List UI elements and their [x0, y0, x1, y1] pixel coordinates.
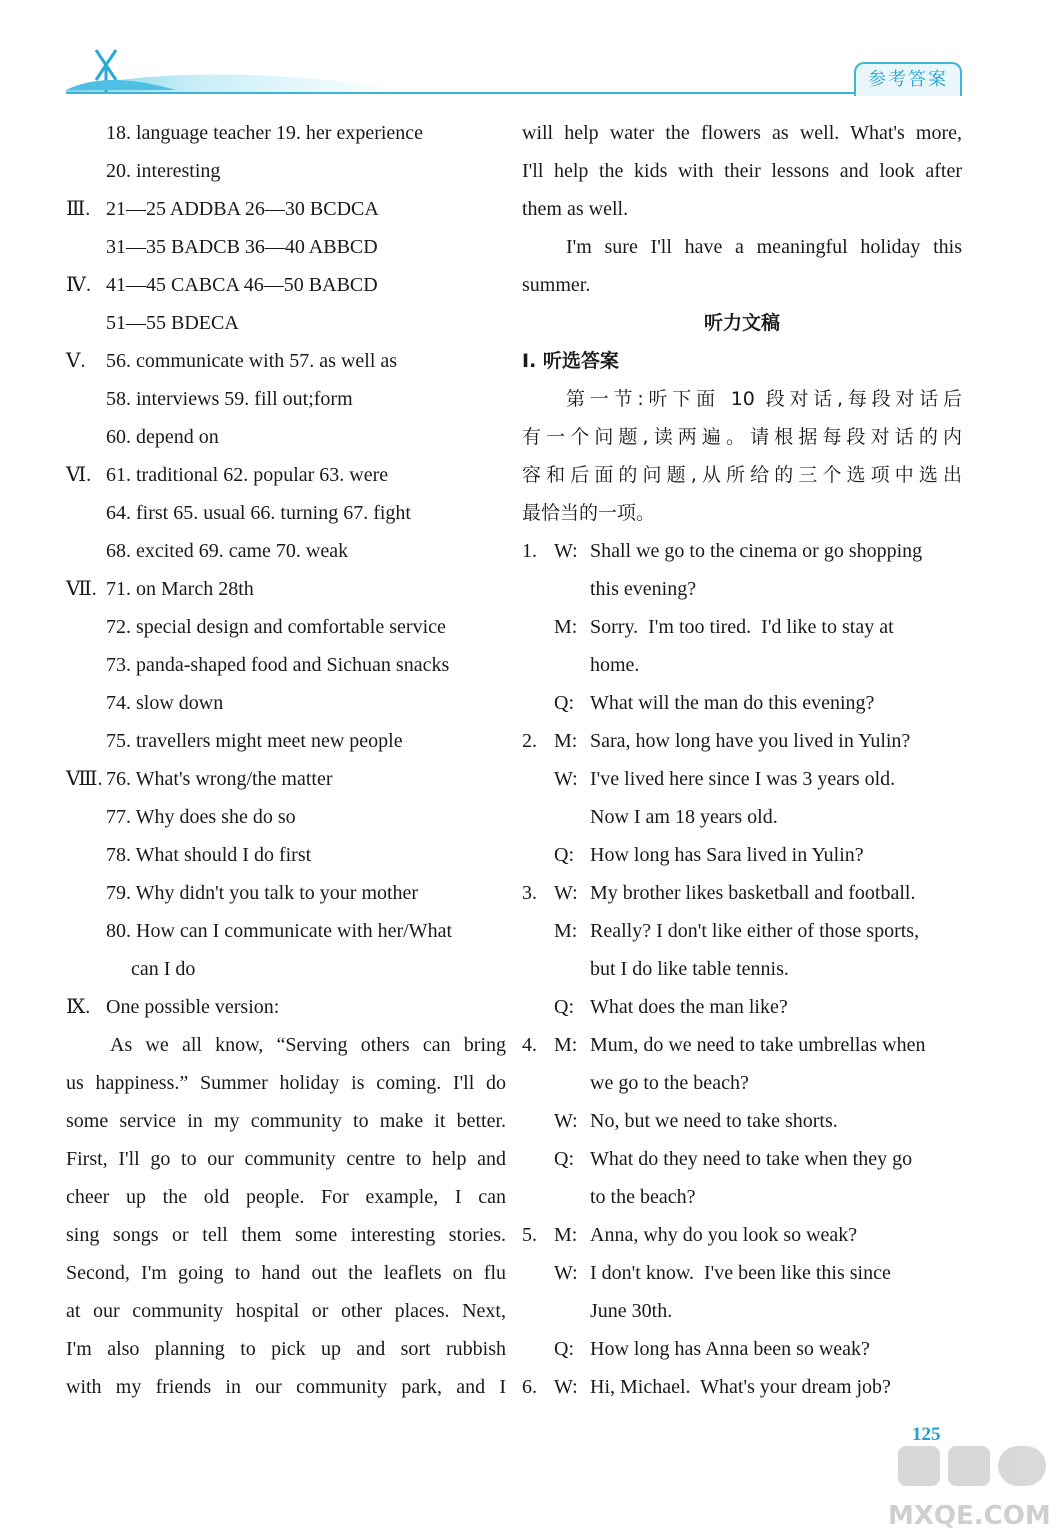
answer-line: 74. slow down — [106, 692, 224, 714]
section-4 — [66, 266, 506, 304]
dialog-text: I don't know. I've been like this since — [590, 1262, 891, 1284]
speaker-label: M: — [554, 1034, 578, 1056]
answer-line: 56. communicate with 57. as well as — [106, 350, 398, 372]
listening-section-title: Ⅰ. 听选答案 — [522, 350, 619, 372]
speaker-label: W: — [554, 1110, 578, 1132]
speaker-label: Q: — [554, 1338, 574, 1360]
dialog-line — [522, 1064, 962, 1102]
header-decoration — [66, 60, 946, 96]
essay-line: them as well. — [522, 198, 629, 220]
dialog-text: I've lived here since I was 3 years old. — [590, 768, 896, 790]
right-column — [522, 114, 962, 1406]
speaker-label: M: — [554, 920, 578, 942]
section-number: Ⅸ. — [66, 996, 91, 1018]
dialog-line — [522, 1026, 962, 1064]
section-tab: 参考答案 — [854, 62, 962, 96]
dialog-text: My brother likes basketball and football. — [590, 882, 916, 904]
answer-line: 77. Why does she do so — [106, 806, 296, 828]
dialog-number: 4. — [522, 1034, 537, 1056]
answer-line: 72. special design and comfortable service — [106, 616, 446, 638]
speaker-label: W: — [554, 882, 578, 904]
dialog-text: How long has Anna been so weak? — [590, 1338, 870, 1360]
dialog-text: this evening? — [590, 578, 697, 600]
speaker-label: Q: — [554, 692, 574, 714]
dialog-line — [522, 1292, 962, 1330]
dialog-text: Really? I don't like either of those sports, — [590, 920, 920, 942]
essay-line: summer. — [522, 274, 591, 296]
answer-line: 75. travellers might meet new people — [106, 730, 403, 752]
essay-line: at our community hospital or other places. Next, — [66, 1300, 506, 1322]
dialog-number: 5. — [522, 1224, 537, 1246]
instruction-line: 有一个问题,读两遍。请根据每段对话的内 — [522, 426, 962, 448]
essay-heading: One possible version: — [106, 996, 280, 1018]
dialog-line — [522, 608, 962, 646]
dialog-line — [522, 646, 962, 684]
dialog-line — [522, 722, 962, 760]
dialog-text: What will the man do this evening? — [590, 692, 875, 714]
dialog-line — [522, 684, 962, 722]
dialog-text: to the beach? — [590, 1186, 696, 1208]
dialog-text: Mum, do we need to take umbrellas when — [590, 1034, 926, 1056]
dialog-text: but I do like table tennis. — [590, 958, 789, 980]
dialog-text: What do they need to take when they go — [590, 1148, 913, 1170]
essay-line: us happiness.” Summer holiday is coming. I'll do — [66, 1072, 506, 1094]
dialog-text: No, but we need to take shorts. — [590, 1110, 838, 1132]
instruction-line: 容和后面的问题,从所给的三个选项中选出 — [522, 464, 962, 486]
dialog-number: 1. — [522, 540, 537, 562]
dialog-line — [522, 570, 962, 608]
section-number: Ⅴ. — [66, 350, 86, 372]
instruction-line: 最恰当的一项。 — [522, 502, 656, 524]
dialog-line — [522, 760, 962, 798]
dialog-line — [522, 1330, 962, 1368]
answer-line: 78. What should I do first — [106, 844, 312, 866]
speaker-label: Q: — [554, 1148, 574, 1170]
dialog-line — [522, 874, 962, 912]
dialog-line — [522, 988, 962, 1026]
dialog-text: How long has Sara lived in Yulin? — [590, 844, 864, 866]
section-number: Ⅷ. — [66, 768, 103, 790]
dialog-text: Hi, Michael. What's your dream job? — [590, 1376, 891, 1398]
listening-title: 听力文稿 — [703, 312, 780, 334]
section-number: Ⅳ. — [66, 274, 91, 296]
section-9 — [66, 988, 506, 1026]
essay-line: First, I'll go to our community centre to help and — [66, 1148, 506, 1170]
section-number: Ⅶ. — [66, 578, 97, 600]
answer-line: 68. excited 69. came 70. weak — [106, 540, 349, 562]
speaker-label: Q: — [554, 996, 574, 1018]
instruction-line: 第一节:听下面 10 段对话,每段对话后 — [566, 388, 962, 410]
essay-line: I'm sure I'll have a meaningful holiday this — [566, 236, 962, 258]
answer-line: 76. What's wrong/the matter — [106, 768, 333, 790]
dialog-text: Sorry. I'm too tired. I'd like to stay at — [590, 616, 894, 638]
dialog-number: 3. — [522, 882, 537, 904]
answer-line: 71. on March 28th — [106, 578, 254, 600]
answer-line: 51—55 BDECA — [106, 312, 239, 334]
essay-line: some service in my community to make it better. — [66, 1110, 506, 1132]
speaker-label: W: — [554, 768, 578, 790]
essay-line: will help water the flowers as well. What's more, — [522, 122, 962, 144]
answer-line: 73. panda-shaped food and Sichuan snacks — [106, 654, 450, 676]
dialog-number: 2. — [522, 730, 537, 752]
section-3 — [66, 190, 506, 228]
speaker-label: M: — [554, 730, 578, 752]
essay-line: I'll help the kids with their lessons and look after — [522, 160, 962, 182]
dialog-text: June 30th. — [590, 1300, 673, 1322]
essay-line: with my friends in our community park, and I — [66, 1376, 506, 1398]
answer-line: 20. interesting — [106, 160, 221, 182]
section-number: Ⅵ. — [66, 464, 92, 486]
section-number: Ⅲ. — [66, 198, 91, 220]
answer-line: 60. depend on — [106, 426, 219, 448]
dialog-text: Sara, how long have you lived in Yulin? — [590, 730, 911, 752]
essay-line: As we all know, “Serving others can bring — [110, 1034, 506, 1056]
watermark-text: MXQE.COM — [888, 1501, 1051, 1531]
section-6 — [66, 456, 506, 494]
dialog-line — [522, 1140, 962, 1178]
windmill-logo-icon — [66, 40, 176, 94]
dialog-text: we go to the beach? — [590, 1072, 749, 1094]
dialog-line — [522, 836, 962, 874]
section-5 — [66, 342, 506, 380]
answer-line: 79. Why didn't you talk to your mother — [106, 882, 419, 904]
section-8 — [66, 760, 506, 798]
watermark-logo — [858, 1440, 1058, 1532]
essay-line: sing songs or tell them some interesting stories. — [66, 1224, 506, 1246]
dialog-line — [522, 532, 962, 570]
answer-line: can I do — [106, 958, 196, 980]
answer-line: 64. first 65. usual 66. turning 67. fight — [106, 502, 411, 524]
speaker-label: W: — [554, 1262, 578, 1284]
speaker-label: W: — [554, 540, 578, 562]
answer-line: 31—35 BADCB 36—40 ABBCD — [106, 236, 378, 258]
dialog-line — [522, 798, 962, 836]
dialog-line — [522, 1216, 962, 1254]
page-number: 125 — [912, 1424, 941, 1445]
essay-line: Second, I'm going to hand out the leaflets on flu — [66, 1262, 506, 1284]
answer-line: 21—25 ADDBA 26—30 BCDCA — [106, 198, 379, 220]
dialog-line — [522, 912, 962, 950]
left-column — [66, 114, 506, 1406]
answer-line: 80. How can I communicate with her/What — [106, 920, 452, 942]
dialog-line — [522, 1178, 962, 1216]
section-7 — [66, 570, 506, 608]
essay-line: cheer up the old people. For example, I can — [66, 1186, 506, 1208]
speaker-label: Q: — [554, 844, 574, 866]
answer-line: 61. traditional 62. popular 63. were — [106, 464, 389, 486]
dialog-line — [522, 950, 962, 988]
speaker-label: W: — [554, 1376, 578, 1398]
dialog-text: home. — [590, 654, 640, 676]
dialog-line — [522, 1102, 962, 1140]
dialog-text: Shall we go to the cinema or go shopping — [590, 540, 923, 562]
header-rule — [66, 92, 858, 94]
answer-line: 41—45 CABCA 46—50 BABCD — [106, 274, 378, 296]
answer-line: 18. language teacher 19. her experience — [106, 122, 424, 144]
dialog-list — [522, 532, 962, 1406]
speaker-label: M: — [554, 616, 578, 638]
essay-line: I'm also planning to pick up and sort rubbish — [66, 1338, 506, 1360]
dialog-text: Now I am 18 years old. — [590, 806, 778, 828]
dialog-line — [522, 1254, 962, 1292]
dialog-text: What does the man like? — [590, 996, 788, 1018]
dialog-text: Anna, why do you look so weak? — [590, 1224, 858, 1246]
dialog-number: 6. — [522, 1376, 537, 1398]
dialog-line — [522, 1368, 962, 1406]
answer-line: 58. interviews 59. fill out;form — [106, 388, 353, 410]
speaker-label: M: — [554, 1224, 578, 1246]
